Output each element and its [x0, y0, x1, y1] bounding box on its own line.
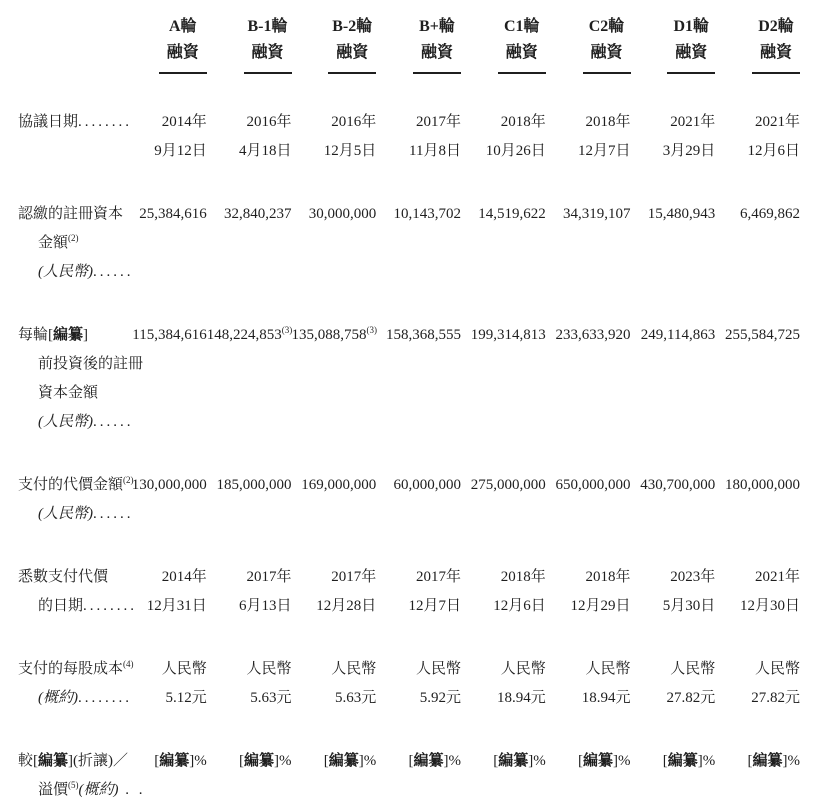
col-header-d1-round — [631, 14, 716, 74]
full-payment-date-value: 2014年 12月31日 — [146, 569, 207, 614]
row-label: 支付的代價金額$^{(2)}$ (人民幣)...... — [18, 475, 134, 522]
col-header-b1-round — [207, 14, 292, 74]
row-discount-premium — [18, 747, 800, 805]
cost-per-share-value: 人民幣 5.12元 — [161, 661, 207, 706]
discount-premium-value: [編纂]% — [238, 753, 292, 769]
col-header-line2: 融資 — [505, 44, 538, 61]
row-label: 較[編纂](折讓)／ 溢價$^{(5)}$(概約) . . — [18, 753, 146, 798]
pre-investment-capital-value: 233,633,920 — [555, 327, 631, 343]
subscribed-capital-value: 25,384,616 — [139, 206, 207, 222]
agreement-date-value: 2016年 12月5日 — [323, 114, 377, 159]
subscribed-capital-value: 32,840,237 — [224, 206, 292, 222]
discount-premium-value: [編纂]% — [408, 753, 461, 769]
pre-investment-capital-value: 115,384,616 — [132, 327, 207, 343]
agreement-date-value: 2021年 3月29日 — [662, 114, 716, 159]
agreement-date-value: 2017年 11月8日 — [409, 114, 461, 159]
col-header-line1: C1輪 — [503, 18, 540, 35]
discount-premium-value: [編纂]% — [154, 753, 207, 769]
row-label: 協議日期........ — [18, 114, 133, 130]
consideration-paid-value: 180,000,000 — [725, 477, 800, 493]
col-header-bplus-round — [376, 14, 461, 74]
pre-investment-capital-value: 255,584,725 — [725, 327, 800, 343]
col-header-line2: 融資 — [336, 44, 369, 61]
col-header-line1: D2輪 — [758, 18, 794, 35]
full-payment-date-value: 2017年 6月13日 — [238, 569, 292, 614]
col-header-c2-round — [546, 14, 631, 74]
full-payment-date-value: 2021年 12月30日 — [739, 569, 800, 614]
agreement-date-value: 2018年 10月26日 — [485, 114, 546, 159]
consideration-paid-value: 185,000,000 — [216, 477, 292, 493]
row-consideration-paid — [18, 471, 800, 529]
subscribed-capital-value: 15,480,943 — [647, 206, 716, 222]
pre-investment-capital-value: 249,114,863 — [640, 327, 716, 343]
full-payment-date-value: 2017年 12月28日 — [316, 569, 377, 614]
consideration-paid-value: 130,000,000 — [131, 477, 207, 493]
full-payment-date-value: 2017年 12月7日 — [408, 569, 461, 614]
pre-investment-capital-value: 158,368,555 — [386, 327, 461, 343]
cost-per-share-value: 人民幣 27.82元 — [666, 661, 716, 706]
agreement-date-value: 2014年 9月12日 — [154, 114, 207, 159]
col-header-line2: 融資 — [166, 44, 199, 61]
discount-premium-value: [編纂]% — [577, 753, 631, 769]
row-label: 每輪[編纂] 前投資後的註冊 資本金額 (人民幣)...... — [18, 327, 144, 430]
subscribed-capital-value: 34,319,107 — [563, 206, 631, 222]
subscribed-capital-value: 14,519,622 — [478, 206, 546, 222]
discount-premium-value: [編纂]% — [323, 753, 377, 769]
row-agreement-date — [18, 108, 800, 166]
agreement-date-value: 2021年 12月6日 — [747, 114, 800, 159]
col-header-d2-round — [715, 14, 800, 74]
header-spacer — [18, 14, 122, 74]
agreement-date-value: 2018年 12月7日 — [577, 114, 631, 159]
row-label: 支付的每股成本$^{(4)}$ (概約)........ — [18, 659, 134, 706]
row-cost-per-share — [18, 655, 800, 713]
row-full-payment-date — [18, 563, 800, 621]
col-header-line2: 融資 — [590, 44, 623, 61]
col-header-line2: 融資 — [420, 44, 453, 61]
col-header-a-round — [122, 14, 207, 74]
agreement-date-value: 2016年 4月18日 — [238, 114, 292, 159]
col-header-line1: D1輪 — [673, 18, 710, 35]
col-header-line1: A輪 — [168, 18, 197, 35]
discount-premium-value: [編纂]% — [662, 753, 716, 769]
table-header-row — [18, 14, 800, 74]
pre-investment-capital-value: 148,224,853$^{(3)}$ — [206, 325, 293, 343]
col-header-b2-round — [292, 14, 377, 74]
cost-per-share-value: 人民幣 5.92元 — [415, 661, 461, 706]
row-label: 認繳的註冊資本 金額$^{(2)}$ (人民幣)...... — [18, 206, 134, 280]
consideration-paid-value: 60,000,000 — [393, 477, 461, 493]
consideration-paid-value: 650,000,000 — [555, 477, 631, 493]
pre-investment-capital-value: 135,088,758$^{(3)}$ — [291, 325, 377, 343]
row-label: 悉數支付代價 的日期........ — [18, 569, 138, 614]
consideration-paid-value: 275,000,000 — [470, 477, 546, 493]
subscribed-capital-value: 6,469,862 — [740, 206, 800, 222]
row-pre-investment-capital — [18, 321, 800, 437]
subscribed-capital-value: 30,000,000 — [308, 206, 377, 222]
row-subscribed-capital — [18, 200, 800, 287]
col-header-line2: 融資 — [251, 44, 284, 61]
col-header-c1-round — [461, 14, 546, 74]
cost-per-share-value: 人民幣 5.63元 — [331, 661, 377, 706]
col-header-line1: B-1輪 — [247, 18, 288, 35]
cost-per-share-value: 人民幣 27.82元 — [751, 661, 800, 706]
subscribed-capital-value: 10,143,702 — [393, 206, 461, 222]
cost-per-share-value: 人民幣 18.94元 — [496, 661, 546, 706]
col-header-line1: B+輪 — [419, 18, 455, 35]
consideration-paid-value: 169,000,000 — [301, 477, 377, 493]
col-header-line1: B-2輪 — [332, 18, 373, 35]
cost-per-share-value: 人民幣 18.94元 — [581, 661, 631, 706]
discount-premium-value: [編纂]% — [493, 753, 546, 769]
full-payment-date-value: 2018年 12月29日 — [570, 569, 631, 614]
col-header-line2: 融資 — [675, 44, 708, 61]
col-header-line2: 融資 — [759, 44, 792, 61]
discount-premium-value: [編纂]% — [747, 753, 800, 769]
cost-per-share-value: 人民幣 5.63元 — [246, 661, 292, 706]
full-payment-date-value: 2023年 5月30日 — [662, 569, 716, 614]
full-payment-date-value: 2018年 12月6日 — [493, 569, 546, 614]
pre-investment-capital-value: 199,314,813 — [470, 327, 546, 343]
col-header-line1: C2輪 — [588, 18, 625, 35]
consideration-paid-value: 430,700,000 — [640, 477, 716, 493]
